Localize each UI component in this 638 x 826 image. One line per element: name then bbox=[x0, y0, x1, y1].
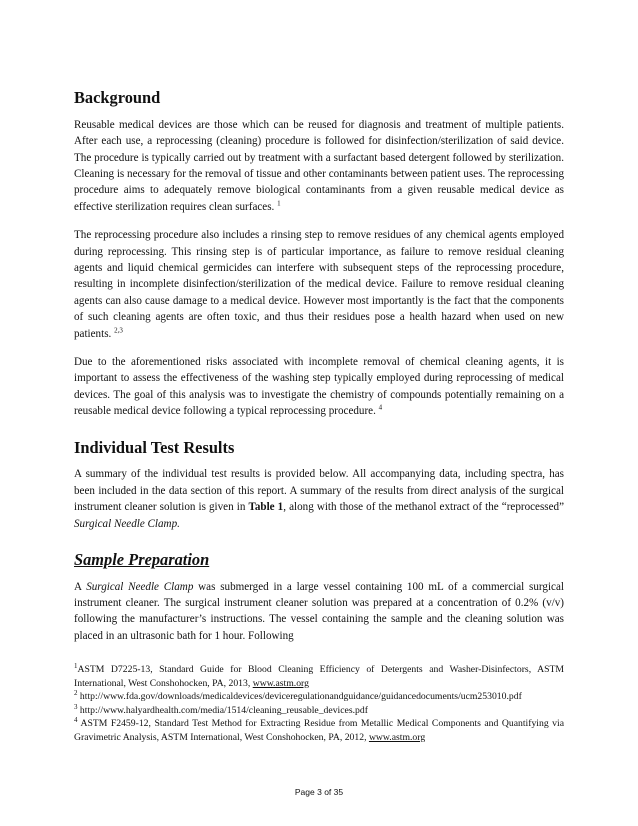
paragraph-text: was submerged in a large vessel containing 100 mL of a commercial surgical instrument cleaner. The surgical instrument cleaner solution was prepared at a concentration of 0.2% (v/v) following the manufacturer’s instructions. The vessel containing the sample and the cleaning solution was placed in an ultrasonic bath for 1 hour. Following bbox=[74, 580, 564, 642]
footnote-url: http://www.halyardhealth.com/media/1514/cleaning_reusable_devices.pdf bbox=[79, 704, 368, 716]
device-name: Surgical Needle Clamp. bbox=[74, 517, 180, 530]
page-number: Page 3 of 35 bbox=[294, 787, 344, 797]
footnote-1 bbox=[74, 663, 564, 690]
footnote-link[interactable]: www.astm.org bbox=[252, 677, 309, 689]
sample-preparation-paragraph bbox=[74, 579, 564, 645]
paragraph-text: A summary of the individual test results is provided below. All accompanying data, including spectra, has been included in the data section of this report. A summary of the results from direct analysis of the surgical instrument cleaner solution is given in bbox=[74, 468, 564, 514]
footnote-text: ASTM D7225-13, Standard Guide for Blood Cleaning Efficiency of Detergents and Washer-Disinfectors, ASTM International, West Conshohocken, PA, 2013, bbox=[74, 664, 564, 689]
footnote-3 bbox=[74, 704, 564, 718]
footnote-4 bbox=[74, 717, 564, 744]
sample-preparation-heading: Sample Preparation bbox=[74, 549, 210, 569]
paragraph-text: Reusable medical devices are those which can be reused for diagnosis and treatment of multiple patients. After each use, a reprocessing (cleaning) procedure is followed for disinfection/sterilization of said device. The procedure is typically carried out by treatment with a surfactant based detergent followed by sterilization. Cleaning is necessary for the removal of tissue and other contaminants between patient uses. The reprocessing procedure aims to adequately remove biological contaminants from a given reusable medical device as effective sterilization requires clean surfaces. bbox=[74, 118, 564, 213]
footnote-link[interactable]: www.astm.org bbox=[368, 731, 426, 743]
footnote-text: ASTM F2459-12, Standard Test Method for Extracting Residue from Metallic Medical Components and Quantifying via Gravimetric Analysis, ASTM International, West Conshohocken, PA, 2012, bbox=[74, 718, 564, 743]
footnote-2 bbox=[74, 690, 564, 704]
footnote-ref: 2,3 bbox=[114, 325, 123, 334]
background-heading: Background bbox=[74, 88, 161, 107]
footnote-ref: 1 bbox=[277, 199, 281, 208]
table-reference: Table 1 bbox=[248, 501, 284, 514]
main-content bbox=[74, 88, 564, 656]
footnote-number: 3 bbox=[74, 702, 78, 711]
device-name: Surgical Needle Clamp bbox=[86, 580, 194, 593]
footnote-ref: 4 bbox=[378, 403, 383, 412]
individual-results-paragraph bbox=[74, 466, 564, 532]
footnote-number: 1 bbox=[74, 661, 78, 670]
footnote-number: 2 bbox=[74, 688, 78, 697]
paragraph-text: A bbox=[74, 580, 82, 593]
background-paragraph-1 bbox=[74, 117, 564, 215]
background-paragraph-3 bbox=[74, 354, 564, 420]
individual-results-heading: Individual Test Results bbox=[74, 437, 235, 457]
footnote-number: 4 bbox=[74, 716, 78, 725]
footnotes bbox=[74, 663, 564, 745]
paragraph-text: , along with those of the methanol extract of the “reprocessed” bbox=[283, 501, 564, 514]
paragraph-text: Due to the aforementioned risks associated with incomplete removal of chemical cleaning agents, it is important to assess the effectiveness of the washing step typically employed during reprocessing of medical devices. The goal of this analysis was to investigate the chemistry of compounds potentially remaining on a reusable medical device following a typical reprocessing procedure. bbox=[74, 355, 564, 418]
footnote-url: http://www.fda.gov/downloads/medicaldevices/deviceregulationandguidance/guidancedocuments/ucm253010.pdf bbox=[79, 691, 522, 703]
paragraph-text: The reprocessing procedure also includes a rinsing step to remove residues of any chemical agents employed during reprocessing. This rinsing step is of particular importance, as failure to remove residual cleaning agents and liquid chemical germicides can interfere with subsequent steps of the reprocessing procedure, resulting in incomplete disinfection/sterilization of the medical device. Failure to remove residual cleaning agents can also cause damage to a medical device. However most importantly is the fact that the components of such cleaning agents are often toxic, and thus their residues pose a health hazard when used on new patients. bbox=[74, 229, 564, 340]
background-paragraph-2 bbox=[74, 227, 564, 342]
